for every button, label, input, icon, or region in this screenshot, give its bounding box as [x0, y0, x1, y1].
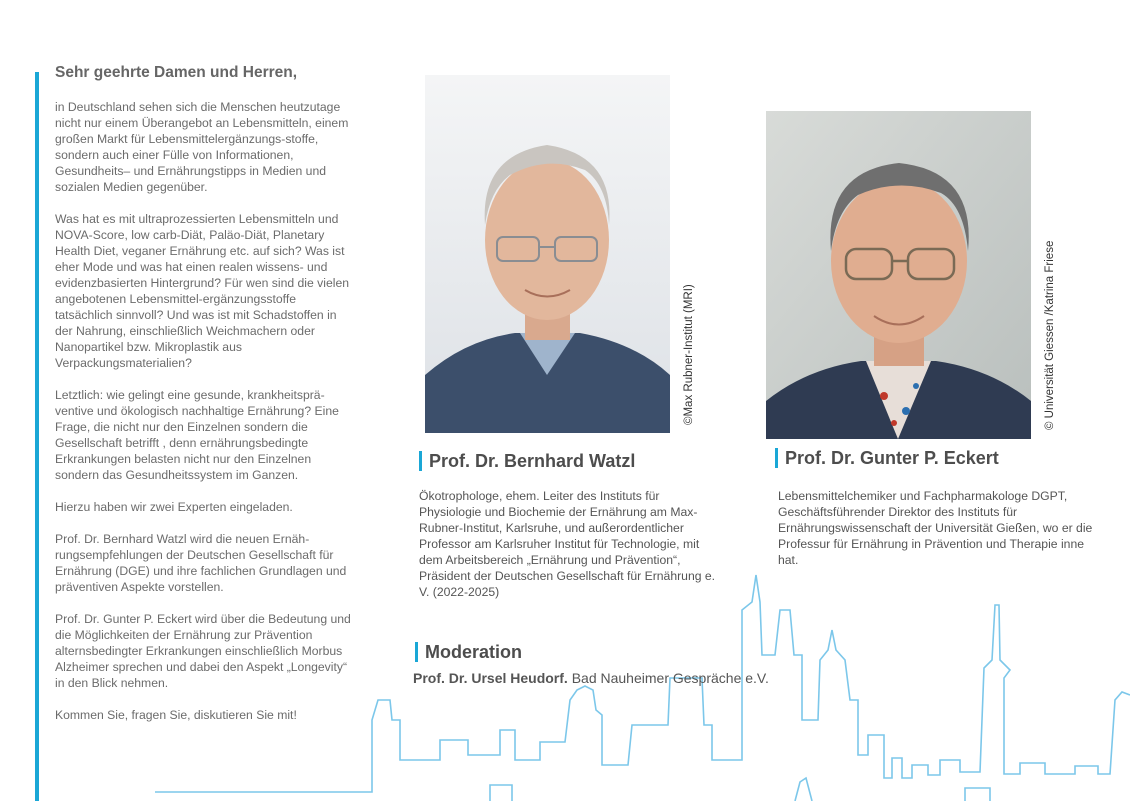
moderation-line — [413, 670, 769, 686]
photo-credit-mri: ©Max Rubner-Institut (MRI) — [683, 284, 695, 425]
letter-paragraph: Hierzu haben wir zwei Experten eingeladen. — [55, 500, 293, 514]
letter-paragraph: Was hat es mit ultraprozessierten Lebensmitteln und NOVA-Score, low carb-Diät, Paläo-Diät, Planetary Health Diet, veganer Ernährung etc. auf sich? Was ist eher Mode und was hat einen realen wissens- und evidenzbasierten Hintergrund? Für wen sind die vielen angebotenen Lebensmittel-ergänzungsstoffe tatsächlich sinnvoll? Und was ist mit Schadstoffen in der Nahrung, einschließlich Weichmachern oder Nanopartikel bzw. Mikroplastik aus Verpackungsmaterialien? — [55, 212, 350, 370]
letter-paragraph: Prof. Dr. Bernhard Watzl wird die neuen Ernäh-rungsempfehlungen der Deutschen Gesellschaft für Ernährung (DGE) und ihre fachlichen Grundlagen und präventiven Aspekte vorstellen. — [55, 532, 347, 594]
photo-credit-giessen: © Universität Giessen /Katrina Friese — [1044, 240, 1056, 430]
letter-paragraph: in Deutschland sehen sich die Menschen heutzutage nicht nur einem Überangebot an Lebensmitteln, einem großen Markt für Lebensmittelergänzungs-stoffe, sondern auch einer Fülle von Informationen, Gesundheits– und Ernährungstipps in Medien und sozialen Medien gegenüber. — [55, 100, 349, 194]
moderator-name: Prof. Dr. Ursel Heudorf. — [413, 670, 568, 686]
moderation-heading: Moderation — [415, 642, 522, 662]
speaker-name-watzl: Prof. Dr. Bernhard Watzl — [419, 451, 635, 471]
letter-paragraph: Prof. Dr. Gunter P. Eckert wird über die Bedeutung und die Möglichkeiten der Ernährung zur Prävention alternsbedingter Erkrankungen einschließlich Morbus Alzheimer sprechen und dabei den Aspekt „Longevity“ in den Blick nehmen. — [55, 612, 351, 690]
letter-paragraph: Kommen Sie, fragen Sie, diskutieren Sie mit! — [55, 708, 297, 722]
speaker-bio-eckert: Lebensmittelchemiker und Fachpharmakologe DGPT, Geschäftsführender Direktor des Instituts für Ernährungswissenschaft der Universität Gießen, wo er die Professur für Ernährung in Prävention und Therapie inne hat. — [778, 489, 1093, 567]
speaker-photo-watzl — [425, 75, 670, 433]
letter-greeting: Sehr geehrte Damen und Herren, — [55, 64, 298, 81]
letter-paragraph: Letztlich: wie gelingt eine gesunde, krankheitsprä-ventive und ökologisch nachhaltige Ernährung? Eine Frage, die nicht nur den Einzelnen sondern die Gesellschaft betrifft , denn ernährungsbedingte Erkrankungen belasten nicht nur den Einzelnen sondern das Gesundheitssystem im Ganzen. — [55, 388, 339, 482]
speaker-bio-watzl: Ökotrophologe, ehem. Leiter des Instituts für Physiologie und Biochemie der Ernährung am Max-Rubner-Institut, Karlsruhe, und außerordentlicher Professor am Karlsruher Institut für Technologie, mit dem Arbeitsbereich „Ernährung und Prävention“, Präsident der Deutschen Gesellschaft für Ernährung e. V. (2022-2025) — [419, 489, 716, 599]
speaker-photo-eckert — [766, 111, 1031, 439]
moderator-affiliation: Bad Nauheimer Gespräche e.V. — [567, 670, 769, 686]
speaker-name-eckert: Prof. Dr. Gunter P. Eckert — [775, 448, 999, 468]
